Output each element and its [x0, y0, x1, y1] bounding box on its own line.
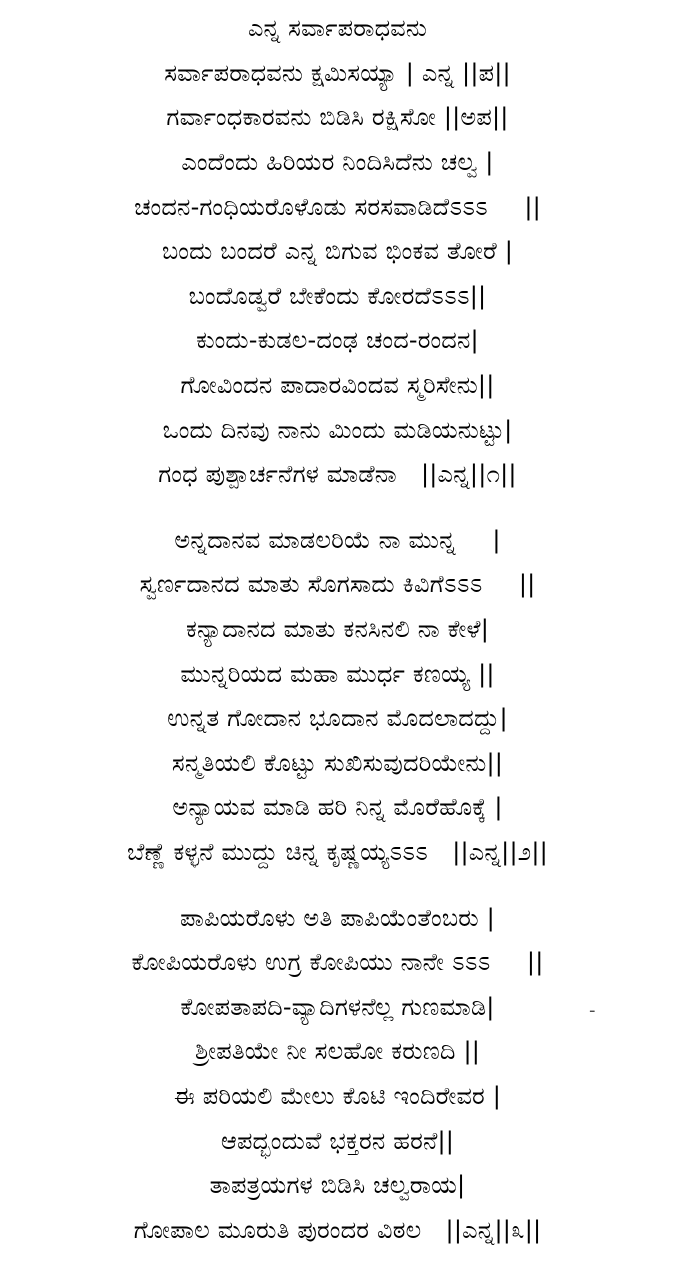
- stray-scan-mark: -: [589, 1000, 596, 1021]
- song-line: ಪಾಪಿಯರೊಳು ಅತಿ ಪಾಪಿಯೆಂತೆಂಬರು |: [180, 903, 495, 932]
- song-line-stanza1-end: ಗಂಧ ಪುಶ್ಪಾರ್ಚನೆಗಳ ಮಾಡೆನಾ ||ಎನ್ನ||೧||: [158, 460, 517, 489]
- song-line-anupallavi: ಗರ್ವಾಂಧಕಾರವನು ಬಿಡಿಸಿ ರಕ್ಷಿಸೋ ||ಅಪ||: [166, 103, 509, 132]
- song-line: ಚಂದನ-ಗಂಧಿಯರೊಳೊಡು ಸರಸವಾಡಿದೆಽಽಽ ||: [134, 192, 541, 221]
- song-line: ಮುನ್ನರಿಯದ ಮಹಾ ಮುರ್ಧ ಕಣಯ್ಯ ||: [180, 659, 495, 688]
- song-line: ಎಂದೆಂದು ಹಿರಿಯರ ನಿಂದಿಸಿದೆನು ಚಲ್ವ |: [181, 148, 494, 177]
- song-line: ಬಂದೊಡ್ವರೆ ಬೇಕೆಂದು ಕೋರದೆಽಽಽ||: [188, 281, 487, 310]
- song-line: ಕೋಪಿಯರೊಳು ಉಗ್ರ ಕೋಪಿಯು ನಾನೇ ಽಽಽ ||: [131, 948, 544, 977]
- song-line-stanza3-end: ಗೋಪಾಲ ಮೂರುತಿ ಪುರಂದರ ವಿಠಲ ||ಎನ್ನ||೩||: [133, 1215, 542, 1244]
- song-line: ಅನ್ಯಾಯವ ಮಾಡಿ ಹರಿ ನಿನ್ನ ಮೊರೆಹೊಕ್ಕೆ |: [172, 793, 503, 822]
- song-line-stanza2-end: ಬೆಣ್ಣೆ ಕಳ್ಳನೆ ಮುದ್ದು ಚಿನ್ನ ಕೃಷ್ಣಯ್ಯಽಽಽ ||ಎನ್ನ||೨||: [127, 837, 548, 866]
- song-line: ಬಂದು ಬಂದರೆ ಎನ್ನ ಬಿಗುವ ಭಿಂಕವ ತೋರೆ |: [162, 237, 513, 266]
- song-line: ಈ ಪರಿಯಲಿ ಮೇಲು ಕೊಟಿ ಇಂದಿರೇವರ |: [173, 1081, 502, 1110]
- song-line: ಗೋವಿಂದನ ಪಾದಾರವಿಂದವ ಸ್ಮರಿಸೇನು||: [180, 371, 495, 400]
- song-line-pallavi: ಸರ್ವಾಪರಾಧವನು ಕ್ಷಮಿಸಯ್ಯಾ | ಎನ್ನ ||ಪ||: [164, 58, 511, 87]
- song-line: ಕೋಪತಾಪದಿ-ವ್ಯಾದಿಗಳನೆಲ್ಲ ಗುಣಮಾಡಿ|: [180, 992, 495, 1021]
- song-line: ಉನ್ನತ ಗೋದಾನ ಭೂದಾನ ಮೊದಲಾದದ್ದು|: [167, 704, 508, 733]
- stanza-block-1: [0, 6, 675, 497]
- stanza-block-3: [0, 895, 675, 1252]
- song-line: ಅನ್ನದಾನವ ಮಾಡಲರಿಯೆ ನಾ ಮುನ್ನ |: [174, 525, 501, 554]
- song-line: ಒಂದು ದಿನವು ನಾನು ಮಿಂದು ಮಡಿಯನುಟ್ಟು|: [162, 415, 513, 444]
- song-line: ಸ್ವರ್ಣದಾನದ ಮಾತು ಸೊಗಸಾದು ಕಿವಿಗೆಽಽಽ ||: [139, 570, 536, 599]
- stanza-block-2: [0, 518, 675, 875]
- song-line: ಕುಂದು-ಕುಡಲ-ದಂಢ ಚಂದ-ರಂದನ|: [196, 326, 479, 355]
- song-line: ಶ್ರೀಪತಿಯೇ ನೀ ಸಲಹೋ ಕರುಣದಿ ||: [194, 1037, 481, 1066]
- song-line: ತಾಪತ್ರಯಗಳ ಬಿಡಿಸಿ ಚಲ್ವರಾಯ|: [209, 1171, 466, 1200]
- song-line: ಕನ್ಯಾದಾನದ ಮಾತು ಕನಸಿನಲಿ ನಾ ಕೇಳೆ|: [185, 615, 489, 644]
- song-line: ಸನ್ಮತಿಯಲಿ ಕೊಟ್ಟು ಸುಖಿಸುವುದರಿಯೇನು||: [171, 748, 504, 777]
- song-title: ಎನ್ನ ಸರ್ವಾಪರಾಧವನು: [247, 14, 428, 43]
- song-line: ಆಪದ್ಭಂದುವೆ ಭಕ್ತರನ ಹರನೆ||: [220, 1126, 455, 1155]
